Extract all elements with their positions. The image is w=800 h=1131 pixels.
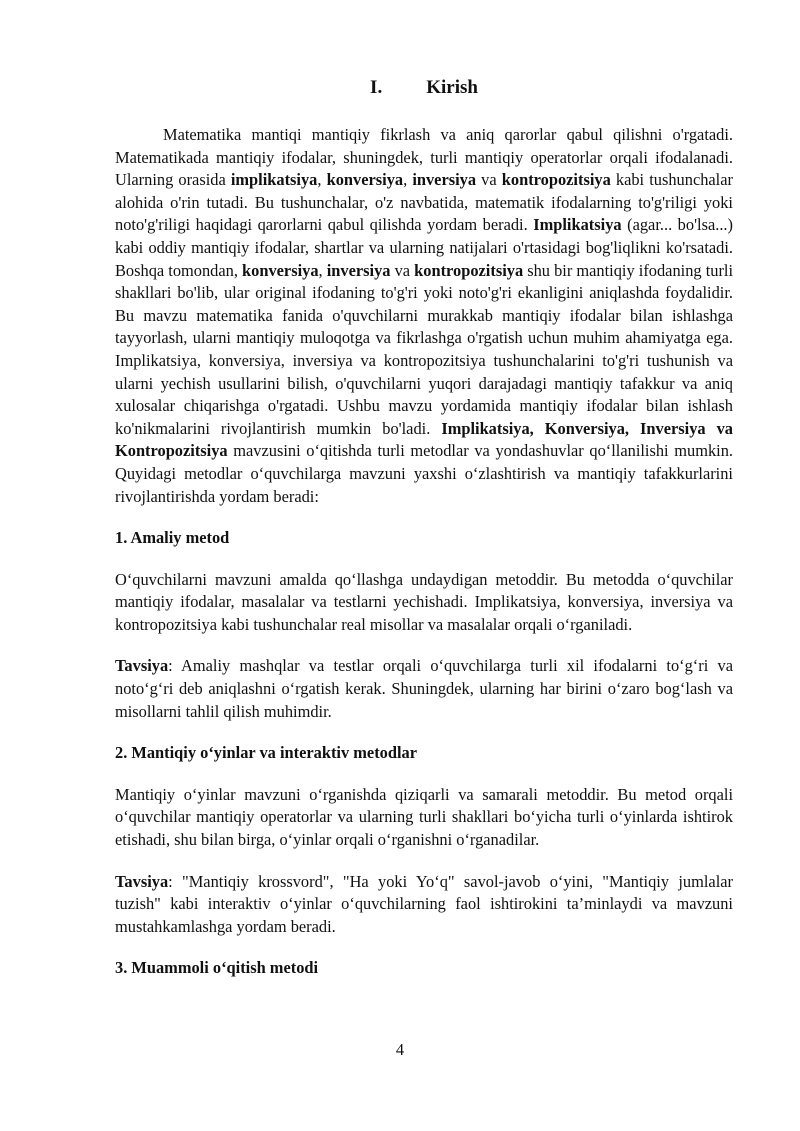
intro-text: va	[390, 260, 415, 280]
tip-text: : "Mantiqiy krossvord", "Ha yoki Yo‘q" savol-javob o‘yini, "Mantiqiy jumlalar tuzish" kabi interaktiv o‘yinlar o‘quvchilarning faol ishtirokini ta’minlaydi va mavzuni mustahkamlashga yordam beradi.	[115, 871, 733, 936]
tip-amaliy-metod	[115, 655, 733, 723]
intro-term: kontropozitsiya	[414, 260, 524, 280]
heading-amaliy-metod: 1. Amaliy metod	[115, 528, 230, 548]
heading-muammoli-oqitish: 3. Muammoli o‘qitish metodi	[115, 958, 319, 978]
intro-term: Implikatsiya, Konversiya, Inversiya va Kontropozitsiya	[115, 418, 733, 461]
intro-text: Matematika mantiqi mantiqiy fikrlash va aniq qarorlar qabul qilishni o'rgatadi. Matematikada mantiqiy ifodalar, shuningdek, turli mantiqiy operatorlar orqali ifodalanadi. Ularning orasida	[115, 125, 733, 190]
intro-text: ,	[317, 170, 327, 190]
paragraph-amaliy-metod: O‘quvchilarni mavzuni amalda qo‘llashga undaydigan metoddir. Bu metodda o‘quvchilar mantiqiy ifodalar, masalalar va testlarni yechishadi. Implikatsiya, konversiya, inversiya va kontropozitsiya kabi tushunchalar real misollar va masalalar orqali o‘rganiladi.	[115, 569, 733, 634]
tip-label: Tavsiya	[115, 656, 169, 676]
intro-text: va	[476, 170, 502, 190]
intro-term: inversiya	[412, 170, 477, 190]
page-number: 4	[395, 1040, 405, 1059]
intro-text: ,	[318, 260, 327, 280]
tip-mantiqiy-oyinlar	[115, 871, 733, 939]
intro-paragraph	[115, 124, 733, 508]
section-number: I.	[370, 77, 383, 98]
intro-text: (agar... bo'lsa...) kabi oddiy mantiqiy ifodalar, shartlar va ularning natijalari o'rtasidagi bog'liqlikni ko'rsatadi. Boshqa tomondan,	[115, 215, 733, 280]
tip-text: : Amaliy mashqlar va testlar orqali o‘quvchilarga turli xil ifodalarni to‘g‘ri va noto‘g‘ri deb aniqlashni o‘rgatish kerak. Shuningdek, ularning har birini o‘zaro bog‘lash va misollarni tahlil qilish muhimdir.	[115, 656, 733, 721]
heading-mantiqiy-oyinlar: 2. Mantiqiy o‘yinlar va interaktiv metodlar	[115, 743, 417, 763]
tip-label: Tavsiya	[115, 871, 169, 891]
intro-term: implikatsiya	[230, 170, 318, 190]
intro-term: Implikatsiya	[533, 215, 622, 235]
paragraph-mantiqiy-oyinlar: Mantiqiy o‘yinlar mavzuni o‘rganishda qiziqarli va samarali metoddir. Bu metod orqali o‘quvchilar mantiqiy operatorlar va ularning turli shakllari bo‘yicha turli o‘yinlarda ishtirok etishadi, shu bilan birga, o‘yinlar orqali o‘rganishni o‘rganadilar.	[115, 784, 733, 850]
intro-text: ,	[403, 170, 413, 190]
intro-term: kontropozitsiya	[501, 170, 611, 190]
intro-text: kabi tushunchalar alohida o'rin tutadi. Bu tushunchalar, o'z navbatida, matematik ifodalarning to'g'riligi yoki noto'g'riligi haqidagi qarorlarni qabul qilishda yordam beradi.	[115, 170, 733, 235]
intro-term: konversiya	[326, 170, 404, 190]
document-page	[115, 74, 733, 999]
section-title	[115, 74, 733, 102]
intro-term: konversiya	[242, 260, 319, 280]
intro-term: inversiya	[326, 260, 391, 280]
section-title-text: Kirish	[426, 77, 478, 98]
intro-text: mavzusini o‘qitishda turli metodlar va yondashuvlar qo‘llanilishi mumkin. Quyidagi metodlar o‘quvchilarga mavzuni yaxshi o‘zlashtirish va mantiqiy tafakkurlarini rivojlantirishda yordam beradi:	[115, 441, 733, 506]
intro-text: shu bir mantiqiy ifodaning turli shakllari bo'lib, ular original ifodaning to'g'ri yoki noto'g'ri ekanligini aniqlashda foydalidir. Bu mavzu matematika fanida o'quvchilarni murakkab mantiqiy ifodalar bilan ishlashga tayyorlash, ularni mantiqiy muloqotga va fikrlashga o'rgatish uchun muhim ahamiyatga ega. Implikatsiya, konversiya, inversiya va kontropozitsiya tushunchalarini to'g'ri tushunish va ularni yechish usullarini bilish, o'quvchilarni yuqori darajadagi mantiqiy tafakkur va aniq xulosalar chiqarishga o'rgatadi. Ushbu mavzu yordamida mantiqiy ifodalar bilan ishlash ko'nikmalarini rivojlantirish mumkin bo'ladi.	[115, 260, 734, 438]
